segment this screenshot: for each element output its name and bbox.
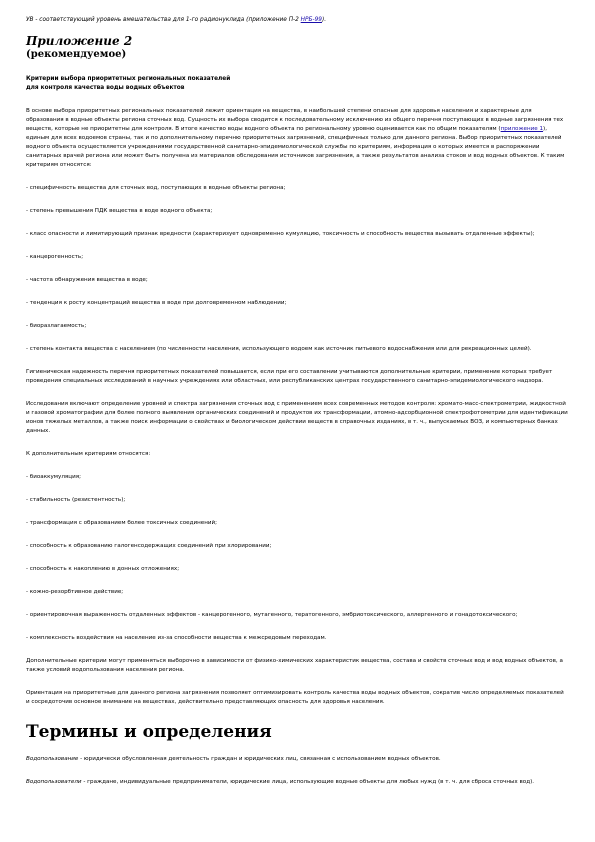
header-note-tail: ). <box>321 17 327 23</box>
term-name: Водопользователи <box>26 779 82 785</box>
final-paragraph: Ориентация на приоритетные для данного региона загрязнения позволяет оптимизировать контроль качества воды водных объектов, сократив число определяемых показателей и сосредоточив основное внимание на веществах, действительно представляющих опасность для здоровья населения. <box>26 690 564 705</box>
list-item: - стабильность (резистентность); <box>26 497 126 503</box>
list-item: - ориентировочная выраженность отдаленных эффектов - канцерогенного, мутагенного, тератогенного, эмбриотоксического, аллергенного и гонадотоксического; <box>26 612 518 618</box>
list-item: - канцерогенность; <box>26 254 84 260</box>
list-item: - тенденция к росту концентраций вещества в воде при долговременном наблюдении; <box>26 300 287 306</box>
term-entry <box>26 778 569 787</box>
header-note-text: УВ - соответствующий уровень вмешательства для 1-го радионуклида (приложение П-2 <box>26 17 301 23</box>
list-item: - степень превышения ПДК вещества в воде водного объекта; <box>26 208 213 214</box>
list-item: - частота обнаружения вещества в воде; <box>26 277 148 283</box>
additional-paragraph: Дополнительные критерии могут применяться выборочно в зависимости от физико-химических характеристик вещества, состава и свойств сточных вод и вод водных объектов, а также условий водопользования населения региона. <box>26 658 563 673</box>
appendix-title: Приложение 2 <box>26 34 133 48</box>
criteria-heading <box>26 75 569 93</box>
term-name: Водопользование <box>26 756 79 762</box>
list-item: - специфичность вещества для сточных вод, поступающих в водные объекты региона; <box>26 185 286 191</box>
intro-text-1: В основе выбора приоритетных региональных показателей лежит ориентация на вещества, в наибольшей степени опасные для здоровья населения и характерные для образования в водные объекты региона сточных вод. Сущность их выбора сводится к последовательному исключению из общего перечня поступающих в водные загрязнения тех веществ, которые не приоритетны для контроля. В итоге качество воды водного объекта по региональному уровню оценивается как по общим показателям ( <box>26 108 564 132</box>
additional-criteria-list <box>26 473 569 643</box>
list-item: - биоразлагаемость; <box>26 323 87 329</box>
term-definition: - граждане, индивидуальные предприниматели, юридические лица, использующие водные объекты для любых нужд (в т. ч. для сброса сточных вод). <box>81 779 535 785</box>
criteria-heading-line1: Критерии выбора приоритетных региональных показателей <box>26 76 231 82</box>
term-definition: - юридически обусловленная деятельность граждан и юридических лиц, связанная с использованием водных объектов. <box>78 756 441 762</box>
list-item: - класс опасности и лимитирующий признак вредности (характеризует одновременно кумуляцию, токсичность и способность вещества вызывать отдаленные эффекты); <box>26 231 535 237</box>
criteria-list <box>26 184 569 354</box>
list-item: - комплексность воздействия на население из-за способности вещества к межсредовым переходам. <box>26 635 327 641</box>
list-item: - степень контакта вещества с населением (по численности населения, использующего водоем как источник питьевого водоснабжения или для рекреационных целей). <box>26 346 532 352</box>
appendix-subtitle: (рекомендуемое) <box>26 49 127 60</box>
list-item: - кожно-резорбтивное действие; <box>26 589 124 595</box>
nrb-link[interactable]: НРБ-99 <box>300 17 322 23</box>
list-item: - трансформация с образованием более токсичных соединений; <box>26 520 218 526</box>
additional-criteria-intro: К дополнительным критериям относятся: <box>26 451 151 457</box>
intro-text-2: ), единым для всех водоемов страны, так и по дополнительному перечню приоритетных загрязнений, специфичных только для данного региона. Выбор приоритетных показателей водного объекта осуществляется учреждениями государственной санитарно-эпидемиологической службы по критериям, информация о которых имеется в распоряжении санитарных врачей региона или может быть получена из материалов обследования источников загрязнения, а также результатов анализа стоков и вод водных объектов. К таким критериям относятся: <box>26 126 565 168</box>
hygiene-paragraph: Гигиеническая надежность перечня приоритетных показателей повышается, если при его составлении учитываются дополнительные критерии, применение которых требует проведения специальных исследований в научных учреждениях или областных, или республиканских центрах государственного санитарно-эпидемиологического надзора. <box>26 369 553 384</box>
list-item: - способность к образованию галогенсодержащих соединений при хлорировании; <box>26 543 272 549</box>
criteria-heading-line2: для контроля качества воды водных объектов <box>26 85 185 91</box>
intro-paragraph <box>26 107 569 170</box>
term-entry <box>26 755 569 764</box>
research-paragraph: Исследования включают определение уровней и спектра загрязнения сточных вод с применением всех современных методов контроля: хромато-масс-спектрометрии, жидкостной и газовой хроматографии для более полного выявления органических соединений и продуктов их трансформации, атомно-адсорбционной спектрофотометрии для идентификации ионов тяжелых металлов, а также поиск информации о свойствах и биологическом действии веществ в справочных изданиях, в т. ч., выпускаемых ВОЗ, и компьютерных банках данных. <box>26 401 568 434</box>
header-note <box>26 16 569 25</box>
list-item: - способность к накоплению в донных отложениях; <box>26 566 180 572</box>
list-item: - биоаккумуляция; <box>26 474 81 480</box>
terms-heading: Термины и определения <box>26 722 272 742</box>
appendix1-link[interactable]: приложение 1 <box>500 126 544 132</box>
